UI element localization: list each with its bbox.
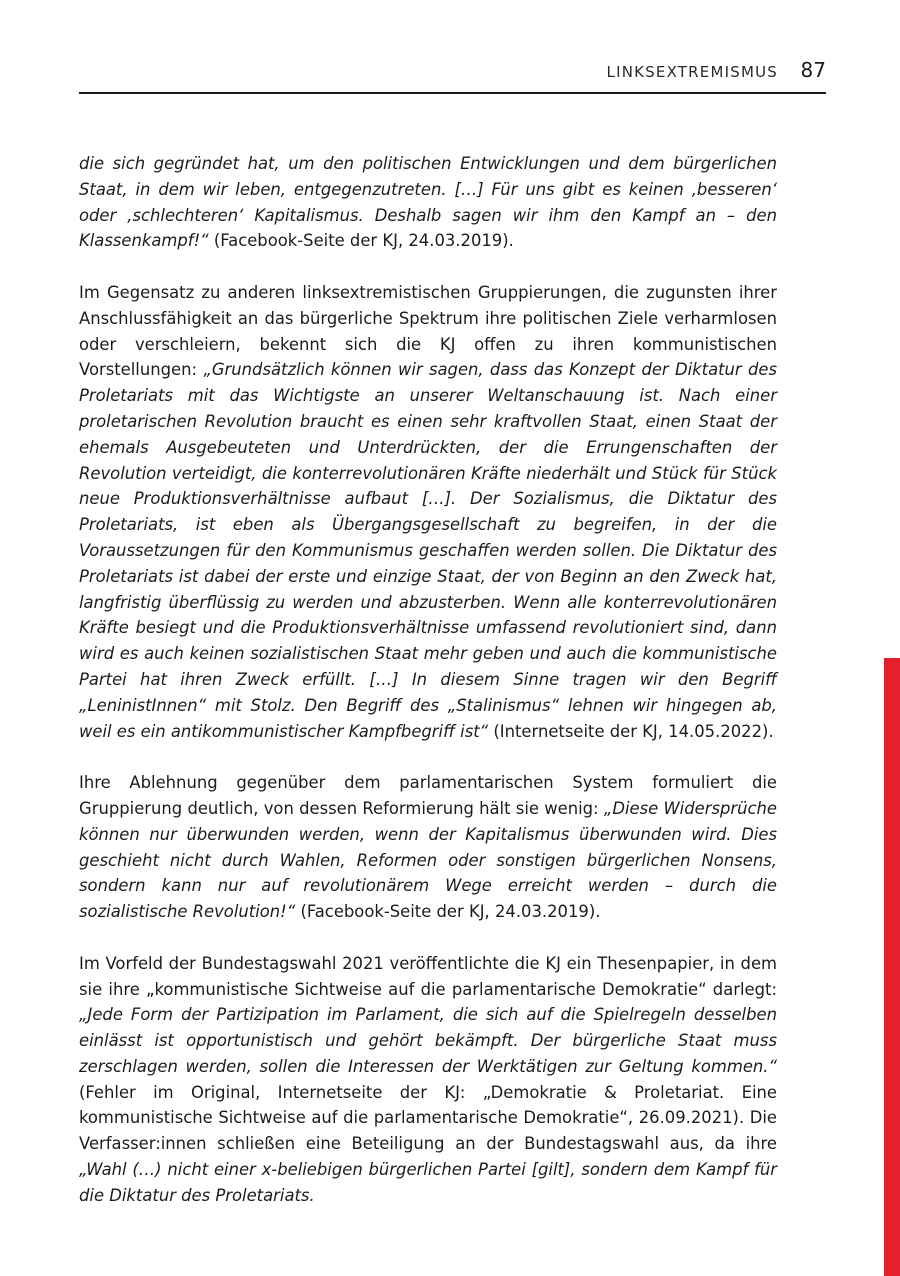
text-run: Im Gegensatz zu anderen linksextremistischen Gruppierungen, die zugunsten ihrer Anschlussfähigkeit an das bürgerliche Spektrum ihre politischen Ziele verharmlosen oder verschleiern, bekennt sich die KJ offen zu ihren kommunistischen Vorstellungen:: [79, 282, 777, 380]
page-header: [79, 58, 826, 94]
quote-run: die sich gegründet hat, um den politischen Entwicklungen und dem bürgerlichen Staat, in dem wir leben, entgegenzutreten. […] Für uns gibt es keinen ‚besseren‘ oder ‚schlechteren‘ Kapitalismus. Deshalb sagen wir ihm den Kampf an – den Klassenkampf!“: [79, 154, 777, 251]
page-number: 87: [800, 58, 826, 82]
chapter-marker-bar: [884, 658, 900, 1276]
quote-run: „Diese Widersprüche können nur überwunden werden, wenn der Kapitalismus überwunden wird. Dies geschieht nicht durch Wahlen, Reformen oder sonstigen bürgerlichen Nonsens, sondern kann nur auf revolutionärem Wege erreicht werden – durch die sozialistische Revolution!“: [79, 798, 777, 922]
quote-run: „Grundsätzlich können wir sagen, dass das Konzept der Diktatur des Proletariats mit das Wichtigste an unserer Weltanschauung ist. Nach einer proletarischen Revolution braucht es einen sehr kraftvollen Staat, einen Staat der ehemals Ausgebeuteten und Unterdrückten, der die Errungenschaften der Revolution verteidigt, die konterrevolutionären Kräfte niederhält und Stück für Stück neue Produktionsverhältnisse aufbaut […]. Der Sozialismus, die Diktatur des Proletariats, ist eben als Übergangsgesellschaft zu begreifen, in der die Voraussetzungen für den Kommunismus geschaffen werden sollen. Die Diktatur des Proletariats ist dabei der erste und einzige Staat, der von Beginn an den Zweck hat, langfristig überflüssig zu werden und abzusterben. Wenn alle konterrevolutionären Kräfte besiegt und die Produktionsverhältnisse umfassend revolutioniert sind, dann wird es auch keinen sozialistischen Staat mehr geben und auch die kommunistische Partei hat ihren Zweck erfüllt. […] In diesem Sinne tragen wir den Begriff „LeninistInnen“ mit Stolz. Den Begriff des „Stalinismus“ lehnen wir hingegen ab, weil es ein antikommunistischer Kampfbegriff ist“: [79, 360, 777, 741]
text-run: (Internetseite der KJ, 14.05.2022).: [488, 721, 774, 741]
paragraph: [79, 770, 777, 925]
text-run: (Facebook-Seite der KJ, 24.03.2019).: [208, 231, 514, 251]
paragraph: [79, 280, 777, 744]
text-run: (Facebook-Seite der KJ, 24.03.2019).: [295, 902, 601, 922]
text-run: Im Vorfeld der Bundestagswahl 2021 veröffentlichte die KJ ein Thesenpapier, in dem sie ihre „kommunistische Sichtweise auf die parlamentarische Demokratie“ darlegt:: [79, 953, 777, 999]
quote-run: „Jede Form der Partizipation im Parlament, die sich auf die Spielregeln desselben einlässt ist opportunistisch und gehört bekämpft. Der bürgerliche Staat muss zerschlagen werden, sollen die Interessen der Werktätigen zur Geltung kommen.“: [79, 1005, 777, 1076]
quote-run: „Wahl (…) nicht einer x-beliebigen bürgerlichen Partei [gilt], sondern dem Kampf für die Diktatur des Proletariats.: [79, 1160, 777, 1205]
text-run: Ihre Ablehnung gegenüber dem parlamentarischen System formuliert die Gruppierung deutlich, von dessen Reformierung hält sie wenig:: [79, 773, 777, 818]
text-run: (Fehler im Original, Internetseite der KJ: „Demokratie & Proletariat. Eine kommunistische Sichtweise auf die parlamentarische Demokratie“, 26.09.2021). Die Verfasser:innen schließen eine Beteiligung an der Bundestagswahl aus, da ihre: [79, 1082, 777, 1154]
paragraph: [79, 151, 777, 254]
running-title: LINKSEXTREMISMUS: [606, 63, 778, 81]
paragraph: [79, 951, 777, 1209]
body-text: [79, 151, 777, 1209]
